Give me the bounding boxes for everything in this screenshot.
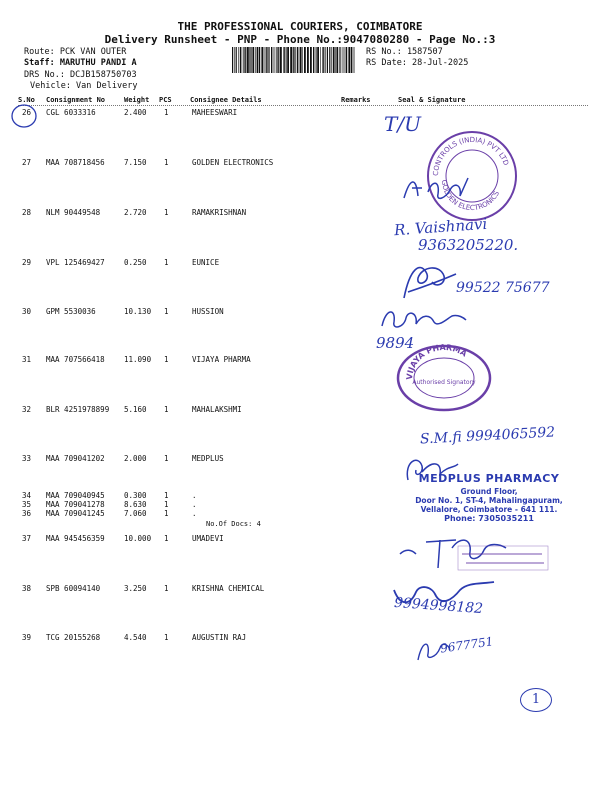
row-consignee: GOLDEN ELECTRONICS (192, 158, 274, 167)
col-remarks: Remarks (341, 96, 371, 104)
row-consignment-no: MAA 709040945 (46, 491, 105, 500)
row-weight: 7.060 (124, 509, 147, 518)
row-sno: 33 (22, 454, 32, 463)
row-sno: 39 (22, 633, 32, 642)
row-consignee: UMADEVI (192, 534, 224, 543)
row-consignment-no: TCG 20155268 (46, 633, 101, 642)
row-weight: 0.300 (124, 491, 147, 500)
row-consignment-no: GPM 5530036 (46, 307, 96, 316)
row-weight: 8.630 (124, 500, 147, 509)
document-title: THE PROFESSIONAL COURIERS, COIMBATORE (177, 20, 423, 33)
row-consignment-no: CGL 6033316 (46, 108, 96, 117)
phone-row-39: 9677751 (439, 634, 495, 656)
vijaya-stamp-center-text: Authorised Signatory (412, 379, 476, 386)
row-sno: 37 (22, 534, 32, 543)
row-weight: 2.720 (124, 208, 147, 217)
row-sno: 32 (22, 405, 32, 414)
row-consignment-no: MAA 708718456 (46, 158, 105, 167)
row-pcs: 1 (164, 454, 169, 463)
row-weight: 5.160 (124, 405, 147, 414)
row-consignee: MAHEESWARI (192, 108, 238, 117)
phone-row-29: 99522 75677 (456, 280, 550, 296)
row-consignee: MEDPLUS (192, 454, 224, 463)
row-consignment-no: VPL 125469427 (46, 258, 105, 267)
row-consignment-no: NLM 90449548 (46, 208, 101, 217)
row-pcs: 1 (164, 509, 169, 518)
row-consignee: AUGUSTIN RAJ (192, 633, 247, 642)
row-pcs: 1 (164, 584, 169, 593)
row-consignee: . (192, 491, 197, 500)
row-weight: 2.000 (124, 454, 147, 463)
row-consignment-no: BLR 4251978899 (46, 405, 110, 414)
col-sno: S.No (18, 96, 35, 104)
row-pcs: 1 (164, 491, 169, 500)
signature-row-30 (378, 304, 468, 334)
row-sno: 36 (22, 509, 32, 518)
col-weight: Weight (124, 96, 150, 104)
row-sno: 38 (22, 584, 32, 593)
row-sno: 28 (22, 208, 32, 217)
docs-count-note: No.Of Docs: 4 (206, 520, 261, 528)
row-sno: 26 (22, 108, 32, 117)
row-consignee: MAHALAKSHMI (192, 405, 242, 414)
row-weight: 4.540 (124, 633, 147, 642)
row-consignment-no: MAA 709041245 (46, 509, 105, 518)
page-number-mark: 1 (520, 688, 552, 712)
row-consignee: . (192, 500, 197, 509)
row-pcs: 1 (164, 158, 169, 167)
medplus-stamp-line1: Ground Floor, (460, 487, 518, 496)
row-sno: 34 (22, 491, 32, 500)
row-consignee: KRISHNA CHEMICAL (192, 584, 265, 593)
row-consignee: EUNICE (192, 258, 220, 267)
row-consignment-no: MAA 709041278 (46, 500, 105, 509)
row-pcs: 1 (164, 633, 169, 642)
medplus-stamp-line2: Door No. 1, ST-4, Mahalingapuram, (415, 496, 563, 505)
signature-row-26: T/U (384, 112, 421, 136)
signature-row-29 (396, 258, 460, 302)
golden-stamp-bottom-text: GOLDEN ELECTRONICS (439, 179, 502, 213)
signature-row-28-name: R. Vaishnavi (393, 214, 488, 240)
rs-number: RS No.: 1587507 (366, 47, 443, 57)
row-pcs: 1 (164, 500, 169, 509)
col-seal: Seal & Signature (398, 96, 466, 104)
signature-row-33: S.M.fi 9994065592 (419, 424, 556, 448)
row-weight: 11.090 (124, 355, 152, 364)
vehicle-label: Vehicle: Van Delivery (30, 81, 138, 91)
phone-row-28: 9363205220. (418, 236, 519, 254)
row-pcs: 1 (164, 108, 169, 117)
row-consignee: RAMAKRISHNAN (192, 208, 247, 217)
row-pcs: 1 (164, 208, 169, 217)
row-weight: 2.400 (124, 108, 147, 117)
medplus-stamp-name: MEDPLUS PHARMACY (418, 472, 560, 485)
golden-stamp-top-text: CONTROLS (INDIA) PVT LTD (431, 135, 511, 177)
row-consignment-no: SPB 60094140 (46, 584, 101, 593)
row-pcs: 1 (164, 534, 169, 543)
row-pcs: 1 (164, 355, 169, 364)
row-sno: 31 (22, 355, 32, 364)
medplus-stamp (404, 472, 574, 523)
signature-row-37 (396, 532, 556, 576)
row-pcs: 1 (164, 307, 169, 316)
header-divider (18, 105, 588, 106)
row-consignee: . (192, 509, 197, 518)
row-sno: 35 (22, 500, 32, 509)
medplus-stamp-line3: Vellalore, Coimbatore - 641 111. (420, 505, 558, 514)
row-pcs: 1 (164, 405, 169, 414)
document-subtitle: Delivery Runsheet - PNP - Phone No.:9047080280 - Page No.:3 (104, 33, 496, 46)
row-consignee: VIJAYA PHARMA (192, 355, 251, 364)
row-consignee: HUSSION (192, 307, 224, 316)
row-consignment-no: MAA 709041202 (46, 454, 105, 463)
rs-date: RS Date: 28-Jul-2025 (366, 58, 469, 68)
col-consignee: Consignee Details (190, 96, 262, 104)
row-consignment-no: MAA 707566418 (46, 355, 105, 364)
col-pcs: PCS (159, 96, 172, 104)
medplus-stamp-phone: Phone: 7305035211 (444, 514, 534, 523)
row-weight: 7.150 (124, 158, 147, 167)
row-sno: 30 (22, 307, 32, 316)
vijaya-pharma-stamp (392, 340, 496, 412)
col-consignment: Consignment No (46, 96, 106, 104)
phone-row-38: 9994998182 (393, 594, 484, 618)
phone-row-31: 9894 (376, 334, 415, 352)
row-consignment-no: MAA 945456359 (46, 534, 105, 543)
staff-label: Staff: MARUTHU PANDI A (24, 58, 137, 68)
row-sno: 29 (22, 258, 32, 267)
row-weight: 10.130 (124, 307, 152, 316)
barcode (232, 47, 356, 73)
row-weight: 10.000 (124, 534, 152, 543)
handwritten-circle-mark (10, 102, 40, 130)
drs-number: DRS No.: DCJB158750703 (24, 70, 137, 80)
route-label: Route: PCK VAN OUTER (24, 47, 127, 57)
row-weight: 0.250 (124, 258, 147, 267)
row-pcs: 1 (164, 258, 169, 267)
row-weight: 3.250 (124, 584, 147, 593)
row-sno: 27 (22, 158, 32, 167)
vijaya-stamp-top-text: VIJAYA PHARMA (404, 342, 469, 381)
signature-row-27 (398, 168, 478, 208)
